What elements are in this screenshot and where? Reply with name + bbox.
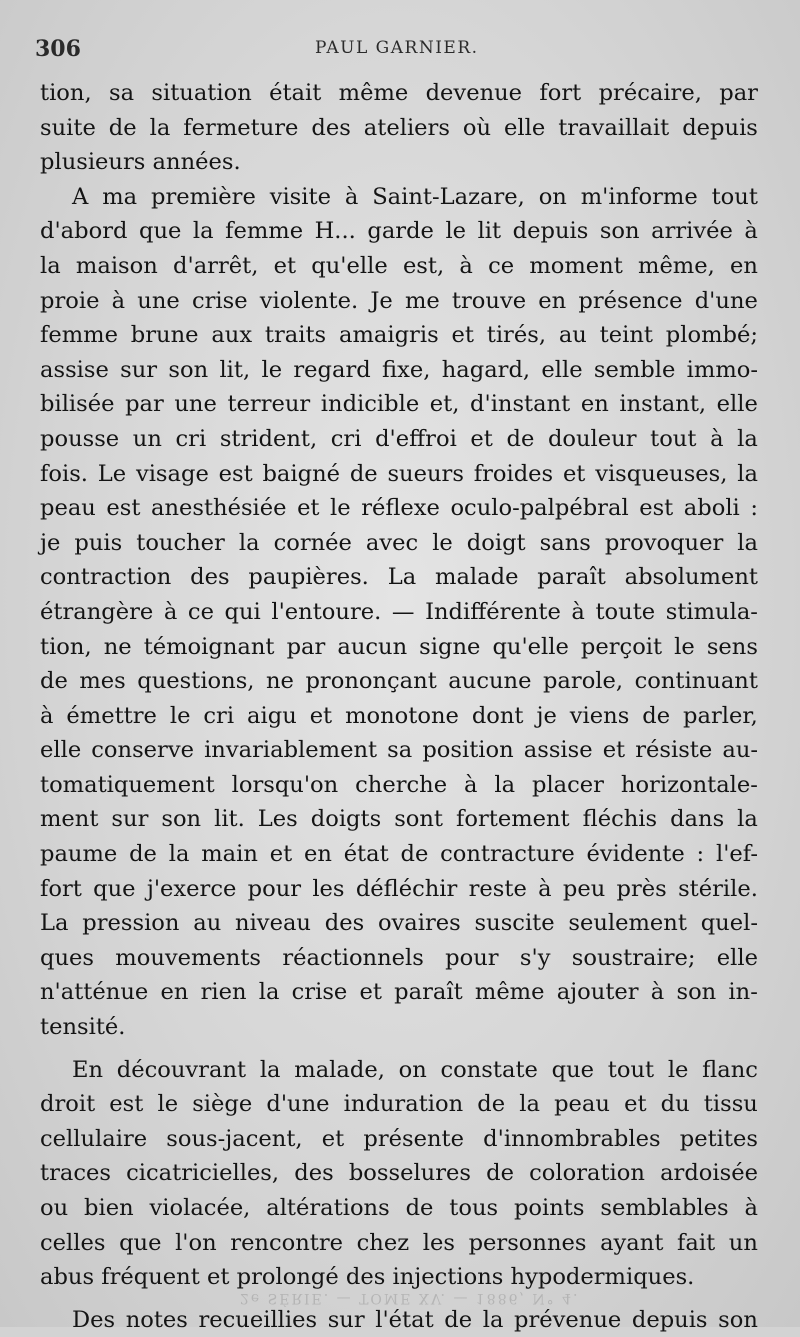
text-line: à émettre le cri aigu et monotone dont je viens de parler, [40,702,758,729]
text-line: La pression au niveau des ovaires suscite seulement quel- [40,910,758,937]
text-line: tion, sa situation était même devenue fort précaire, par [40,80,758,106]
text-line: traces cicatricielles, des bosselures de coloration ardoisée [40,1160,758,1187]
text-line: étrangère à ce qui l'entoure. — Indifférente à toute stimula- [40,598,758,625]
paragraph [40,76,758,180]
text-line: peau est anesthésiée et le réflexe oculo-palpébral est aboli : [40,495,758,522]
text-line: assise sur son lit, le regard fixe, hagard, elle semble immo- [40,356,758,383]
show-through-footer: 2e SÉRIE. — TOME XV. — 1886, N° 4. [240,1290,580,1306]
text-line: proie à une crise violente. Je me trouve en présence d'une [40,287,758,314]
text-line: En découvrant la malade, on constate que tout le flanc [72,1056,758,1083]
text-line: pousse un cri strident, cri d'effroi et de douleur tout à la [40,425,758,452]
text-line: femme brune aux traits amaigris et tirés, au teint plombé; [40,322,758,349]
text-line: droit est le siège d'une induration de la peau et du tissu [40,1091,758,1118]
text-line: ou bien violacée, altérations de tous points semblables à [40,1195,758,1221]
text-line: ment sur son lit. Les doigts sont fortement fléchis dans la [40,806,758,833]
text-line: Des notes recueillies sur l'état de la prévenue depuis son [72,1306,758,1333]
text-line: n'atténue en rien la crise et paraît même ajouter à son in- [40,979,758,1006]
text-line: de mes questions, ne prononçant aucune parole, continuant [40,668,758,695]
paragraph [40,180,758,1045]
text-line: d'abord que la femme H... garde le lit depuis son arrivée à [40,218,758,245]
text-line: paume de la main et en état de contracture évidente : l'ef- [40,841,758,868]
text-line: tion, ne témoignant par aucun signe qu'elle perçoit le sens [40,633,758,660]
text-line: cellulaire sous-jacent, et présente d'innombrables petites [40,1125,758,1152]
page-number: 306 [35,36,81,62]
text-line: A ma première visite à Saint-Lazare, on m'informe tout [72,183,758,210]
text-line: tomatiquement lorsqu'on cherche à la placer horizontale- [40,771,758,798]
text-line: la maison d'arrêt, et qu'elle est, à ce moment même, en [40,252,758,279]
paragraph [40,1053,758,1295]
page-header [35,36,720,62]
text-body [40,76,758,1337]
text-line: suite de la fermeture des ateliers où elle travaillait depuis [40,114,758,141]
paragraph [40,1303,758,1337]
text-line: fort que j'exerce pour les défléchir reste à peu près stérile. [40,875,758,902]
text-line: fois. Le visage est baigné de sueurs froides et visqueuses, la [40,460,758,487]
text-line: bilisée par une terreur indicible et, d'instant en instant, elle [40,391,758,418]
text-line: elle conserve invariablement sa position assise et résiste au- [40,737,758,764]
text-line: ques mouvements réactionnels pour s'y soustraire; elle [40,944,758,971]
running-head: PAUL GARNIER. [315,38,479,58]
text-line: contraction des paupières. La malade paraît absolument [40,564,758,591]
text-line: abus fréquent et prolongé des injections hypodermiques. [40,1264,695,1291]
text-line: celles que l'on rencontre chez les personnes ayant fait un [40,1229,758,1256]
text-line: tensité. [40,1014,126,1041]
text-line: plusieurs années. [40,149,241,176]
text-line: je puis toucher la cornée avec le doigt sans provoquer la [40,529,758,556]
